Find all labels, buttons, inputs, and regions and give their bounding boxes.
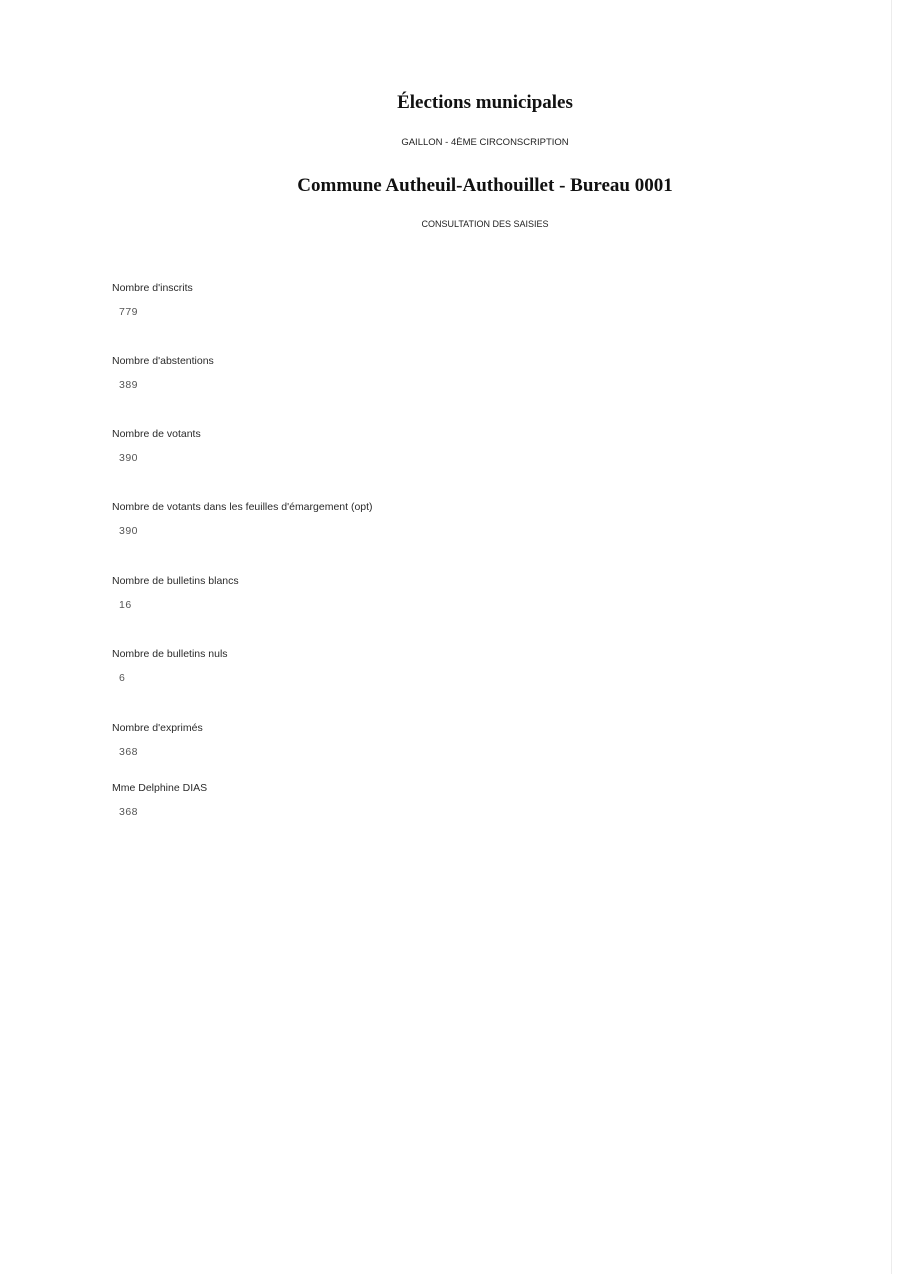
field-value-candidate: 368 [119, 806, 139, 818]
field-label-bulletins-nuls: Nombre de bulletins nuls [112, 648, 228, 660]
field-value-inscrits: 779 [119, 306, 139, 318]
commune-heading: Commune Autheuil-Authouillet - Bureau 0001 [297, 175, 673, 196]
section-heading: CONSULTATION DES SAISIES [421, 219, 549, 229]
document-subtitle: GAILLON - 4ÈME CIRCONSCRIPTION [401, 137, 569, 148]
field-label-candidate: Mme Delphine DIAS [112, 782, 208, 794]
field-value-votants-emargement: 390 [119, 525, 139, 537]
field-value-bulletins-nuls: 6 [119, 672, 126, 684]
field-value-abstentions: 389 [119, 379, 139, 391]
field-value-exprimes: 368 [119, 746, 139, 758]
field-label-votants: Nombre de votants [112, 428, 201, 440]
field-label-abstentions: Nombre d'abstentions [112, 355, 214, 367]
field-label-inscrits: Nombre d'inscrits [112, 282, 193, 294]
field-label-bulletins-blancs: Nombre de bulletins blancs [112, 575, 239, 587]
field-label-votants-emargement: Nombre de votants dans les feuilles d'émargement (opt) [112, 501, 373, 513]
document-title: Élections municipales [397, 92, 573, 113]
field-value-votants: 390 [119, 452, 139, 464]
field-label-exprimes: Nombre d'exprimés [112, 722, 203, 734]
field-value-bulletins-blancs: 16 [119, 599, 132, 611]
